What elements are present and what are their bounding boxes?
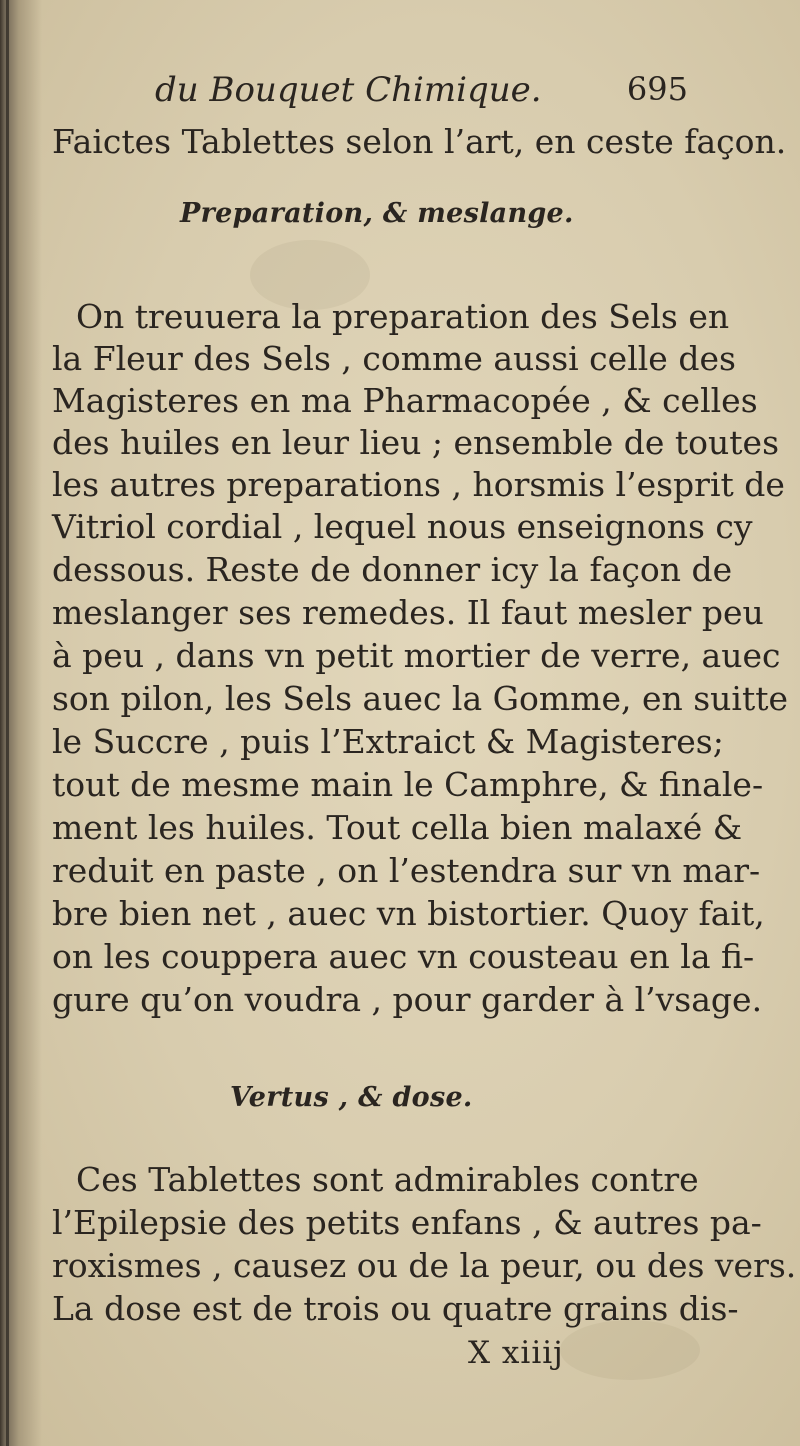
- body-text-line: des huiles en leur lieu ; ensemble de toutes: [52, 423, 779, 462]
- body-text-line: on les couppera auec vn cousteau en la fi-: [52, 937, 755, 976]
- body-text-line: Vitriol cordial , lequel nous enseignons cy: [52, 507, 753, 546]
- body-text-line: meslanger ses remedes. Il faut mesler peu: [52, 593, 764, 632]
- section-heading-vertus: Vertus , & dose.: [230, 1082, 473, 1113]
- body-text-line: bre bien net , auec vn bistortier. Quoy fait,: [52, 894, 765, 933]
- body-text-line: reduit en paste , on l’estendra sur vn mar-: [52, 851, 761, 890]
- body-text-line: la Fleur des Sels , comme aussi celle des: [52, 339, 736, 378]
- signature-mark: X xiiij: [468, 1335, 564, 1371]
- body-text-line: Magisteres en ma Pharmacopée , & celles: [52, 381, 758, 420]
- body-text-line: à peu , dans vn petit mortier de verre, auec: [52, 636, 781, 675]
- body-text-line: La dose est de trois ou quatre grains dis-: [52, 1289, 739, 1328]
- paper-stain: [560, 1320, 700, 1380]
- body-text-line: tout de mesme main le Camphre, & finale-: [52, 765, 764, 804]
- body-text-line: l’Epilepsie des petits enfans , & autres pa-: [52, 1203, 762, 1242]
- body-text-line: dessous. Reste de donner icy la façon de: [52, 550, 733, 589]
- body-text-line: Ces Tablettes sont admirables contre: [76, 1160, 699, 1199]
- body-text-line: ment les huiles. Tout cella bien malaxé &: [52, 808, 743, 847]
- intro-line: Faictes Tablettes selon l’art, en ceste façon.: [52, 122, 787, 161]
- page-number: 695: [626, 70, 688, 108]
- body-text-line: On treuuera la preparation des Sels en: [76, 297, 730, 336]
- body-text-line: les autres preparations , horsmis l’esprit de: [52, 465, 785, 504]
- page-header: [155, 70, 690, 114]
- body-text-line: gure qu’on voudra , pour garder à l’vsage.: [52, 980, 763, 1019]
- running-title: du Bouquet Chimique.: [155, 70, 542, 110]
- body-text-line: roxismes , causez ou de la peur, ou des vers.: [52, 1246, 797, 1285]
- body-text-line: le Succre , puis l’Extraict & Magisteres;: [52, 722, 724, 761]
- binding-edge: [6, 0, 9, 1446]
- section-heading-preparation: Preparation, & meslange.: [180, 198, 574, 229]
- body-text-line: son pilon, les Sels auec la Gomme, en suitte: [52, 679, 789, 718]
